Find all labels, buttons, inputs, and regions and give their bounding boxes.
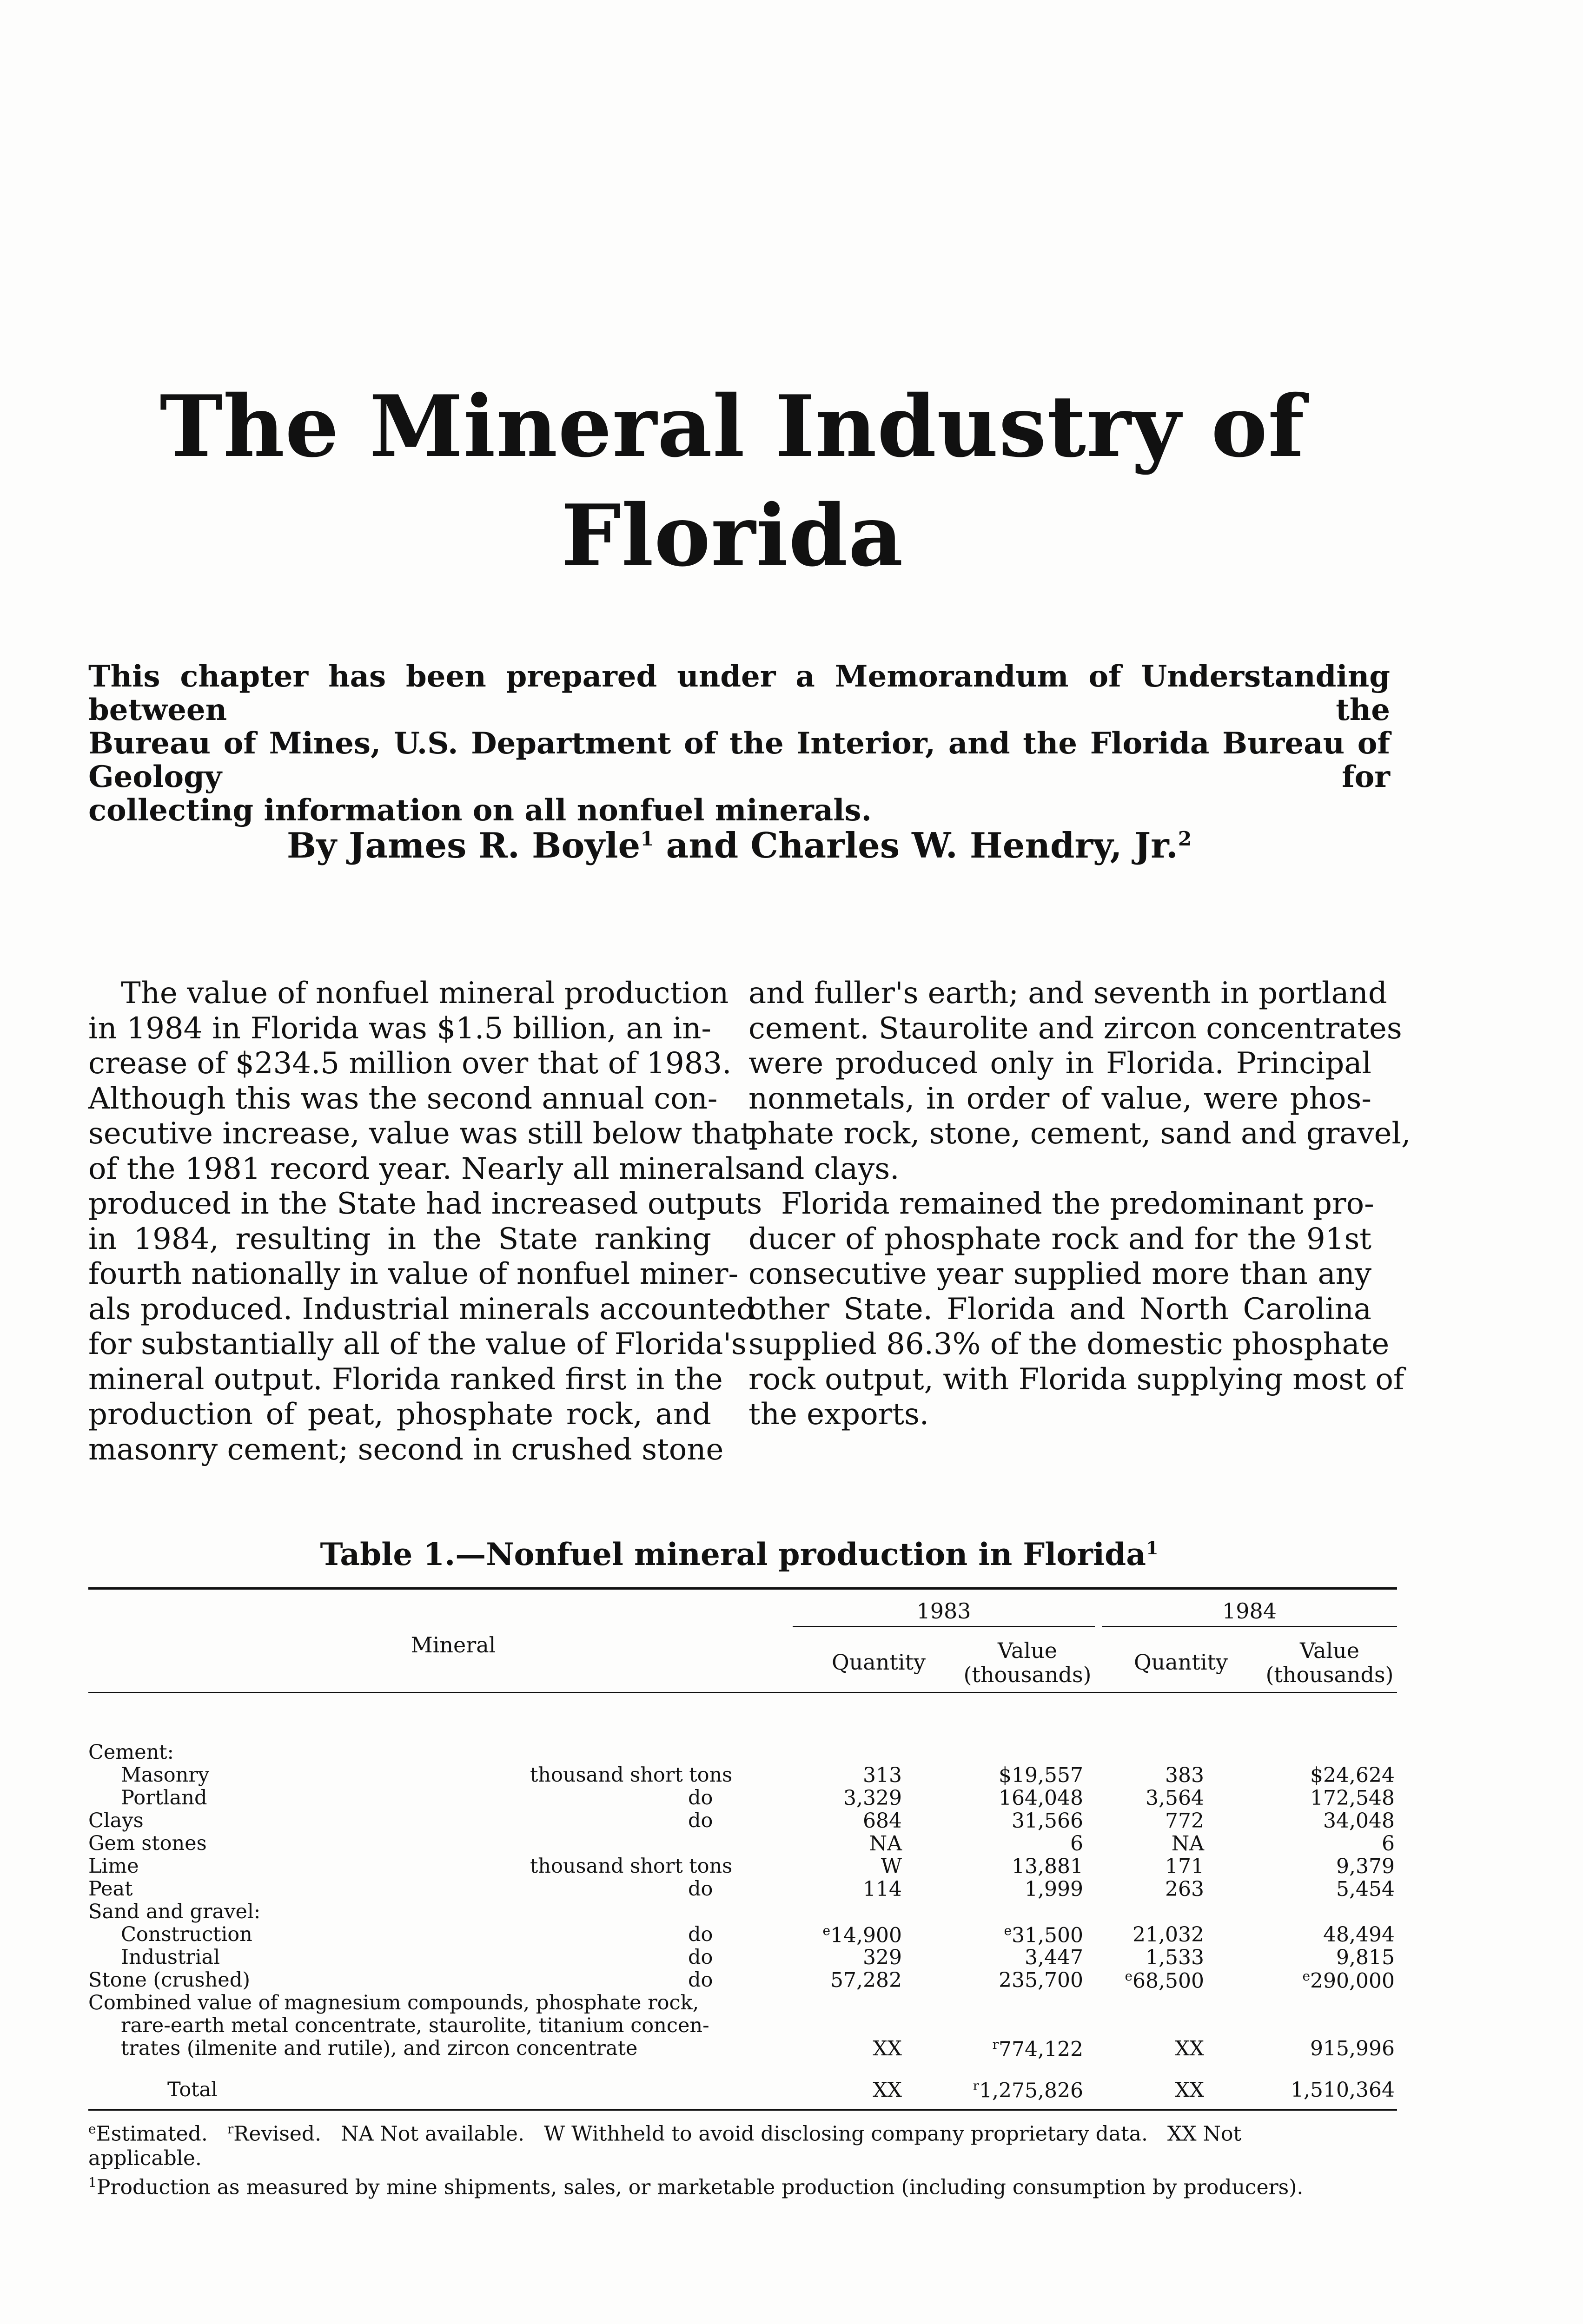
author-byline: [88, 825, 1390, 866]
cell-value: 915,996: [1310, 2037, 1395, 2060]
cell-q84: [1083, 1809, 1204, 1833]
cell-value: 48,494: [1323, 1923, 1395, 1947]
cell-v84: [1274, 1786, 1395, 1810]
cell-v83: [962, 1763, 1083, 1787]
cell-value: 172,548: [1310, 1786, 1395, 1810]
row-unit: do: [688, 1877, 713, 1901]
cell-q84: [1083, 2037, 1204, 2060]
total-v83: [962, 2078, 1083, 2103]
revised-mark: r: [227, 2121, 234, 2137]
cell-q83: [781, 1923, 902, 1948]
table-row: [88, 1900, 1399, 1923]
header-value-unit: (thousands): [963, 1662, 1092, 1687]
chapter-note-line: Bureau of Mines, U.S. Department of the Interior, and the Florida Bureau of Geology for: [88, 726, 1390, 794]
body-text-line: als produced. Industrial minerals accounted: [88, 1292, 755, 1327]
body-text-line: masonry cement; second in crushed stone: [88, 1432, 724, 1467]
header-value-unit: (thousands): [1265, 1662, 1394, 1687]
body-column-right: [748, 976, 1411, 1433]
row-label: Cement:: [88, 1741, 174, 1764]
table-row: [88, 1786, 1399, 1809]
cell-q83: [781, 1877, 902, 1901]
cell-value: 6: [1382, 1832, 1395, 1855]
row-label: rare-earth metal concentrate, staurolite, titanium concen-: [121, 2014, 709, 2037]
cell-value: 1,533: [1146, 1946, 1204, 1969]
body-text-line: secutive increase, value was still below that: [88, 1116, 753, 1151]
cell-value: 6: [1070, 1832, 1083, 1855]
row-unit: do: [688, 1968, 713, 1992]
table-row: [88, 1763, 1399, 1786]
cell-q84: [1083, 1946, 1204, 1969]
cell-v83: [962, 1832, 1083, 1855]
body-text-line: produced in the State had increased outputs: [88, 1187, 762, 1221]
body-text-line: and clays.: [748, 1151, 900, 1186]
table-title: [88, 1536, 1390, 1572]
body-text-line: mineral output. Florida ranked first in the: [88, 1362, 723, 1397]
cell-value: 34,048: [1323, 1809, 1395, 1833]
footnote-mark: 2: [1178, 827, 1192, 850]
value-mark: e: [1302, 1968, 1311, 1984]
cell-q83: [781, 1809, 902, 1833]
cell-value: 13,881: [1012, 1855, 1083, 1878]
body-text-line: cement. Staurolite and zircon concentrates: [748, 1011, 1402, 1046]
header-value-label: Value: [998, 1638, 1057, 1663]
footnote-mark: 1: [640, 827, 654, 850]
row-label: Industrial: [121, 1946, 220, 1969]
table-row: [88, 2014, 1399, 2037]
table-row: [88, 1946, 1399, 1968]
row-label: Lime: [88, 1855, 139, 1878]
cell-value: 31,566: [1012, 1809, 1083, 1833]
year-1983-rule: [793, 1626, 1095, 1627]
body-text-line: were produced only in Florida. Principal: [748, 1046, 1371, 1081]
row-label: Sand and gravel:: [88, 1900, 261, 1923]
cell-value: 3,564: [1146, 1786, 1204, 1810]
row-label: Combined value of magnesium compounds, phosphate rock,: [88, 1991, 699, 2014]
table-footnotes: [88, 2117, 1390, 2199]
cell-value: 235,700: [999, 1968, 1083, 1992]
body-text-line: of the 1981 record year. Nearly all minerals: [88, 1151, 750, 1186]
table-row: [88, 1832, 1399, 1855]
value-mark: r: [992, 2037, 999, 2052]
total-q84: [1083, 2078, 1204, 2102]
total-q83: [781, 2078, 902, 2102]
cell-q83: [781, 1968, 902, 1992]
cell-q83: [781, 1786, 902, 1810]
cell-v83: [962, 1855, 1083, 1878]
header-value-label: Value: [1300, 1638, 1359, 1663]
cell-v83: [962, 1809, 1083, 1833]
body-text-line: The value of nonfuel mineral production: [121, 976, 729, 1010]
value-mark: e: [822, 1923, 831, 1938]
body-text-line: supplied 86.3% of the domestic phosphate: [748, 1327, 1390, 1361]
body-text-line: and fuller's earth; and seventh in portland: [748, 976, 1387, 1010]
footnote-line-3: [88, 2171, 1390, 2200]
page-title: [93, 372, 1371, 590]
cell-v83: [962, 1968, 1083, 1992]
cell-value: 31,500: [1012, 1923, 1083, 1948]
title-line-1: The Mineral Industry of: [159, 376, 1305, 476]
cell-v83: [962, 2037, 1083, 2061]
header-value-1984: [1260, 1638, 1399, 1687]
note-withheld: W Withheld to avoid disclosing company proprietary data.: [543, 2122, 1148, 2146]
cell-v84: [1274, 1877, 1395, 1901]
row-unit: thousand short tons: [530, 1763, 733, 1787]
cell-value: NA: [869, 1832, 902, 1855]
cell-v84: [1274, 1832, 1395, 1855]
cell-value: 290,000: [1310, 1969, 1395, 1993]
row-label: Portland: [121, 1786, 207, 1809]
body-text-line: for substantially all of the value of Florida's: [88, 1327, 747, 1361]
header-mineral: Mineral: [411, 1632, 496, 1657]
cell-value: 9,379: [1336, 1855, 1395, 1878]
body-text-line: ducer of phosphate rock and for the 91st: [748, 1221, 1371, 1256]
cell-q84: [1083, 1877, 1204, 1901]
header-year-1984: 1984: [1222, 1598, 1277, 1624]
cell-q83: [781, 1832, 902, 1855]
body-text-line: the exports.: [748, 1397, 929, 1432]
cell-q84: [1083, 1968, 1204, 1993]
note-xx: XX Not: [1167, 2122, 1242, 2146]
table-row: [88, 1741, 1399, 1763]
footnote-line-2: applicable.: [88, 2146, 202, 2170]
body-text-line: fourth nationally in value of nonfuel miner-: [88, 1257, 739, 1291]
cell-v84: [1274, 1809, 1395, 1833]
cell-q83: [781, 1763, 902, 1787]
body-column-left: [88, 976, 762, 1467]
body-text-line: production of peat, phosphate rock, and: [88, 1397, 711, 1432]
note-production: Production as measured by mine shipments, sales, or marketable production (including consumption by producers).: [96, 2175, 1304, 2199]
body-text-line: in 1984 in Florida was $1.5 billion, an in-: [88, 1011, 711, 1046]
row-label: Clays: [88, 1809, 144, 1832]
row-label: Construction: [121, 1923, 252, 1946]
body-text-line: crease of $234.5 million over that of 1983.: [88, 1046, 732, 1081]
cell-value: XX: [1175, 2037, 1204, 2060]
header-quantity-1984: Quantity: [1133, 1650, 1228, 1675]
cell-value: 164,048: [999, 1786, 1083, 1810]
body-text-line: consecutive year supplied more than any: [748, 1257, 1371, 1291]
table-top-rule: [88, 1587, 1397, 1590]
cell-value: 772: [1165, 1809, 1204, 1833]
byline-author-1: By James R. Boyle: [286, 825, 641, 866]
table-row: [88, 1809, 1399, 1832]
footnote-line-1: [88, 2117, 1390, 2146]
cell-q83: [781, 2037, 902, 2060]
cell-value: 383: [1165, 1763, 1204, 1787]
cell-value: 114: [863, 1877, 902, 1901]
value-mark: e: [1004, 1923, 1012, 1938]
row-unit: thousand short tons: [530, 1855, 733, 1878]
production-table-body: [88, 1741, 1399, 2101]
row-unit: do: [688, 1946, 713, 1969]
cell-value: 57,282: [830, 1968, 902, 1992]
cell-value: 1,510,364: [1291, 2078, 1395, 2102]
table-row: [88, 2037, 1399, 2060]
cell-value: 313: [863, 1763, 902, 1787]
cell-value: 684: [863, 1809, 902, 1833]
row-label: Gem stones: [88, 1832, 207, 1855]
cell-v83: [962, 1946, 1083, 1969]
cell-value: 1,999: [1025, 1877, 1083, 1901]
cell-v84: [1274, 1855, 1395, 1878]
table-row: [88, 1877, 1399, 1900]
cell-value: 1,275,826: [979, 2079, 1083, 2103]
table-row: [88, 1923, 1399, 1946]
note-na: NA Not available.: [341, 2122, 524, 2146]
row-unit: do: [688, 1786, 713, 1809]
value-mark: e: [1125, 1968, 1133, 1984]
value-mark: r: [973, 2078, 980, 2093]
body-text-line: Although this was the second annual con-: [88, 1081, 718, 1116]
cell-q84: [1083, 1763, 1204, 1787]
title-line-2: Florida: [561, 486, 904, 585]
row-label: Stone (crushed): [88, 1968, 251, 1992]
cell-v84: [1274, 1946, 1395, 1969]
cell-q84: [1083, 1855, 1204, 1878]
row-label: trates (ilmenite and rutile), and zircon concentrate: [121, 2037, 638, 2060]
cell-v83: [962, 1786, 1083, 1810]
cell-value: 329: [863, 1946, 902, 1969]
cell-value: 9,815: [1336, 1946, 1395, 1969]
table-bottom-rule: [88, 2109, 1397, 2111]
cell-v84: [1274, 1923, 1395, 1947]
cell-q84: [1083, 1923, 1204, 1947]
total-label: Total: [167, 2078, 218, 2101]
footnote-mark: 1: [1146, 1538, 1159, 1558]
table-title-text: Table 1.—Nonfuel mineral production in Florida: [320, 1536, 1146, 1572]
row-label: Masonry: [121, 1763, 210, 1787]
cell-value: XX: [873, 2037, 902, 2060]
cell-v84: [1274, 2037, 1395, 2060]
chapter-note-line: This chapter has been prepared under a Memorandum of Understanding between the: [88, 659, 1390, 727]
cell-q83: [781, 1855, 902, 1878]
chapter-note: [88, 660, 1390, 827]
header-quantity-1983: Quantity: [831, 1650, 926, 1675]
cell-value: 774,122: [999, 2037, 1083, 2061]
cell-value: NA: [1171, 1832, 1204, 1855]
cell-v83: [962, 1877, 1083, 1901]
cell-value: 68,500: [1133, 1969, 1204, 1993]
cell-value: $24,624: [1310, 1763, 1395, 1787]
total-row: [88, 2078, 1399, 2101]
chapter-note-line: collecting information on all nonfuel minerals.: [88, 793, 872, 828]
byline-author-2: and Charles W. Hendry, Jr.: [654, 825, 1178, 866]
cell-v84: [1274, 1968, 1395, 1993]
cell-value: 263: [1165, 1877, 1204, 1901]
cell-value: XX: [1175, 2078, 1204, 2102]
note-estimated: Estimated.: [96, 2122, 208, 2146]
header-year-1983: 1983: [916, 1598, 971, 1624]
row-unit: do: [688, 1809, 713, 1832]
table-row: [88, 1855, 1399, 1877]
body-text-line: phate rock, stone, cement, sand and gravel,: [748, 1116, 1411, 1151]
cell-value: 3,447: [1025, 1946, 1083, 1969]
body-text-line: in 1984, resulting in the State ranking: [88, 1221, 711, 1256]
cell-value: 171: [1165, 1855, 1204, 1878]
body-text-line: nonmetals, in order of value, were phos-: [748, 1081, 1371, 1116]
table-row: [88, 1991, 1399, 2014]
cell-value: 5,454: [1336, 1877, 1395, 1901]
table-row: [88, 1968, 1399, 1991]
body-text-line: Florida remained the predominant pro-: [781, 1187, 1374, 1221]
total-v84: [1274, 2078, 1395, 2102]
header-value-1983: [958, 1638, 1097, 1687]
cell-value: W: [881, 1855, 902, 1878]
year-1984-rule: [1102, 1626, 1397, 1627]
row-unit: do: [688, 1923, 713, 1946]
body-text-line: rock output, with Florida supplying most of: [748, 1362, 1404, 1397]
row-label: Peat: [88, 1877, 133, 1901]
cell-value: 21,032: [1133, 1923, 1204, 1947]
note-revised: Revised.: [233, 2122, 322, 2146]
footnote-mark: 1: [88, 2174, 97, 2190]
cell-q84: [1083, 1786, 1204, 1810]
cell-v83: [962, 1923, 1083, 1948]
estimate-mark: e: [88, 2121, 96, 2137]
cell-value: $19,557: [999, 1763, 1083, 1787]
cell-q84: [1083, 1832, 1204, 1855]
cell-value: 3,329: [843, 1786, 902, 1810]
cell-value: 14,900: [830, 1923, 902, 1948]
cell-q83: [781, 1946, 902, 1969]
table-header-rule: [88, 1692, 1397, 1693]
cell-value: XX: [873, 2078, 902, 2102]
body-text-line: other State. Florida and North Carolina: [748, 1292, 1371, 1327]
cell-v84: [1274, 1763, 1395, 1787]
